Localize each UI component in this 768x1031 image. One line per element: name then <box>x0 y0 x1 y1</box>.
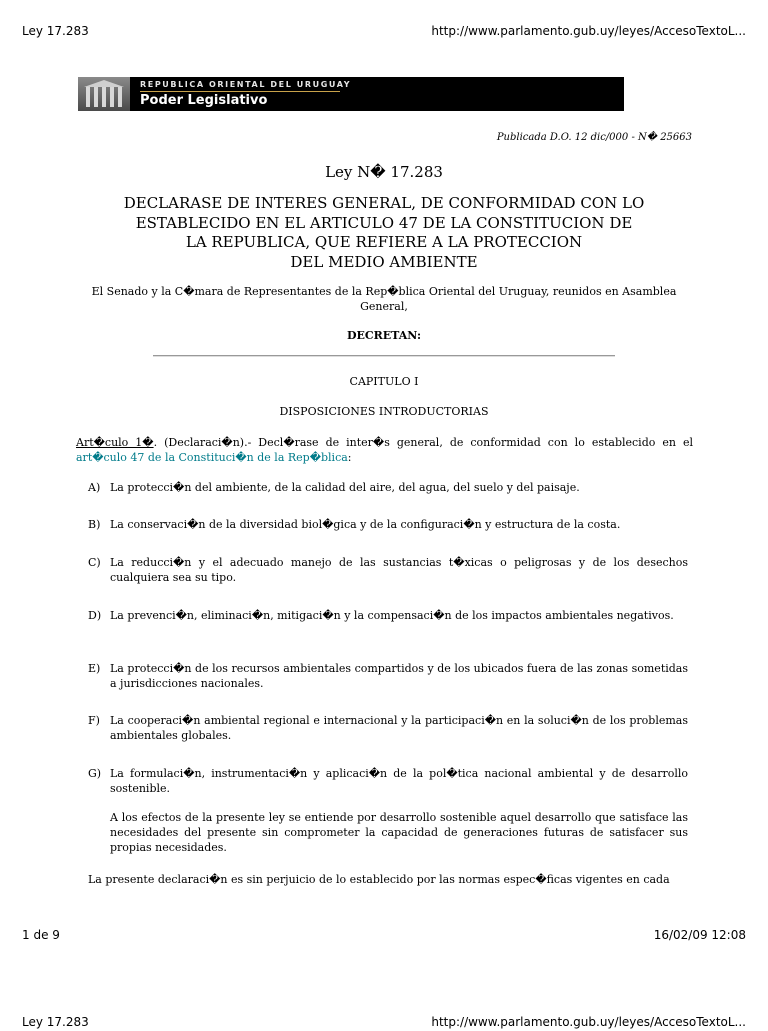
print-header <box>22 24 746 40</box>
intro-paragraph: El Senado y la C�mara de Representantes de la Rep�blica Oriental del Uruguay, reunidos en Asamblea General, <box>91 285 677 313</box>
closing-paragraph: La presente declaraci�n es sin perjuicio de lo establecido por las normas espec�ficas vigentes en cada <box>88 873 670 886</box>
chapter-title: DISPOSICIONES INTRODUCTORIAS <box>279 405 489 418</box>
print-footer <box>22 928 746 944</box>
constitution-link[interactable]: art�culo 47 de la Constituci�n de la Rep�blica <box>76 451 348 464</box>
list-item <box>88 517 688 532</box>
declaration-line: LA REPUBLICA, QUE REFIERE A LA PROTECCION <box>185 233 583 251</box>
declaration-line: DEL MEDIO AMBIENTE <box>290 252 478 271</box>
item-letter: F) <box>88 714 100 727</box>
list-item <box>88 608 688 623</box>
item-text: La prevenci�n, eliminaci�n, mitigaci�n y la compensaci�n de los impactos ambientales negativos. <box>110 609 674 622</box>
item-text: La conservaci�n de la diversidad biol�gica y de la configuraci�n y estructura de la costa. <box>110 518 621 531</box>
banner-country: REPUBLICA ORIENTAL DEL URUGUAY <box>140 80 352 89</box>
declaration-line: ESTABLECIDO EN EL ARTICULO 47 DE LA CONSTITUCION DE <box>135 213 633 232</box>
list-item <box>88 713 688 743</box>
decretan-heading: DECRETAN: <box>346 329 422 342</box>
banner-institution: Poder Legislativo <box>140 93 268 108</box>
list-item <box>88 766 688 796</box>
page-counter: 1 de 9 <box>22 928 60 942</box>
list-item <box>88 555 688 585</box>
declaration-line: DECLARASE DE INTERES GENERAL, DE CONFORMIDAD CON LO <box>123 194 645 212</box>
print-timestamp: 16/02/09 12:08 <box>653 928 746 942</box>
declaration-heading <box>100 194 668 272</box>
item-text: La protecci�n del ambiente, de la calidad del aire, del agua, del suelo y del paisaje. <box>110 481 580 494</box>
legislative-palace-icon <box>78 77 130 111</box>
item-letter: D) <box>88 609 102 622</box>
article-colon: : <box>347 451 352 464</box>
legislature-banner <box>78 77 624 111</box>
list-item <box>88 480 688 495</box>
item-text: La cooperaci�n ambiental regional e internacional y la participaci�n en la soluci�n de los problemas ambientales globales. <box>110 714 688 742</box>
publication-note: Publicada D.O. 12 dic/000 - N� 25663 <box>496 132 692 143</box>
definition-paragraph: A los efectos de la presente ley se entiende por desarrollo sostenible aquel desarrollo que satisface las necesidades del presente sin comprometer la capacidad de generaciones futuras de satisfacer sus propias necesidades. <box>110 811 688 854</box>
item-letter: C) <box>88 556 101 569</box>
item-text: La reducci�n y el adecuado manejo de las sustancias t�xicas o peligrosas y de los desechos cualquiera sea su tipo. <box>110 556 688 584</box>
article-text: . (Declaraci�n).- Decl�rase de inter�s general, de conformidad con lo establecido en el <box>153 436 693 449</box>
item-letter: B) <box>88 518 101 531</box>
item-letter: E) <box>88 662 101 675</box>
list-item <box>88 661 688 691</box>
item-text: La formulaci�n, instrumentaci�n y aplicaci�n de la pol�tica nacional ambiental y de desarrollo sostenible. <box>110 767 688 795</box>
next-page-url: http://www.parlamento.gub.uy/leyes/AccesoTextoL... <box>431 1015 746 1029</box>
law-title: Ley N� 17.283 <box>325 163 443 181</box>
item-letter: A) <box>88 481 101 494</box>
item-text: La protecci�n de los recursos ambientales compartidos y de los ubicados fuera de las zonas sometidas a jurisdicciones nacionales. <box>110 662 688 690</box>
article-1 <box>76 435 693 465</box>
article-title-link[interactable]: Art�culo 1� <box>76 436 154 449</box>
next-page-title: Ley 17.283 <box>22 1015 89 1029</box>
print-header-title: Ley 17.283 <box>22 24 89 38</box>
divider <box>153 355 615 357</box>
item-letter: G) <box>88 767 102 780</box>
chapter-heading: CAPITULO I <box>349 375 419 388</box>
print-header-url: http://www.parlamento.gub.uy/leyes/AccesoTextoL... <box>431 24 746 38</box>
next-page-header <box>22 1015 746 1031</box>
